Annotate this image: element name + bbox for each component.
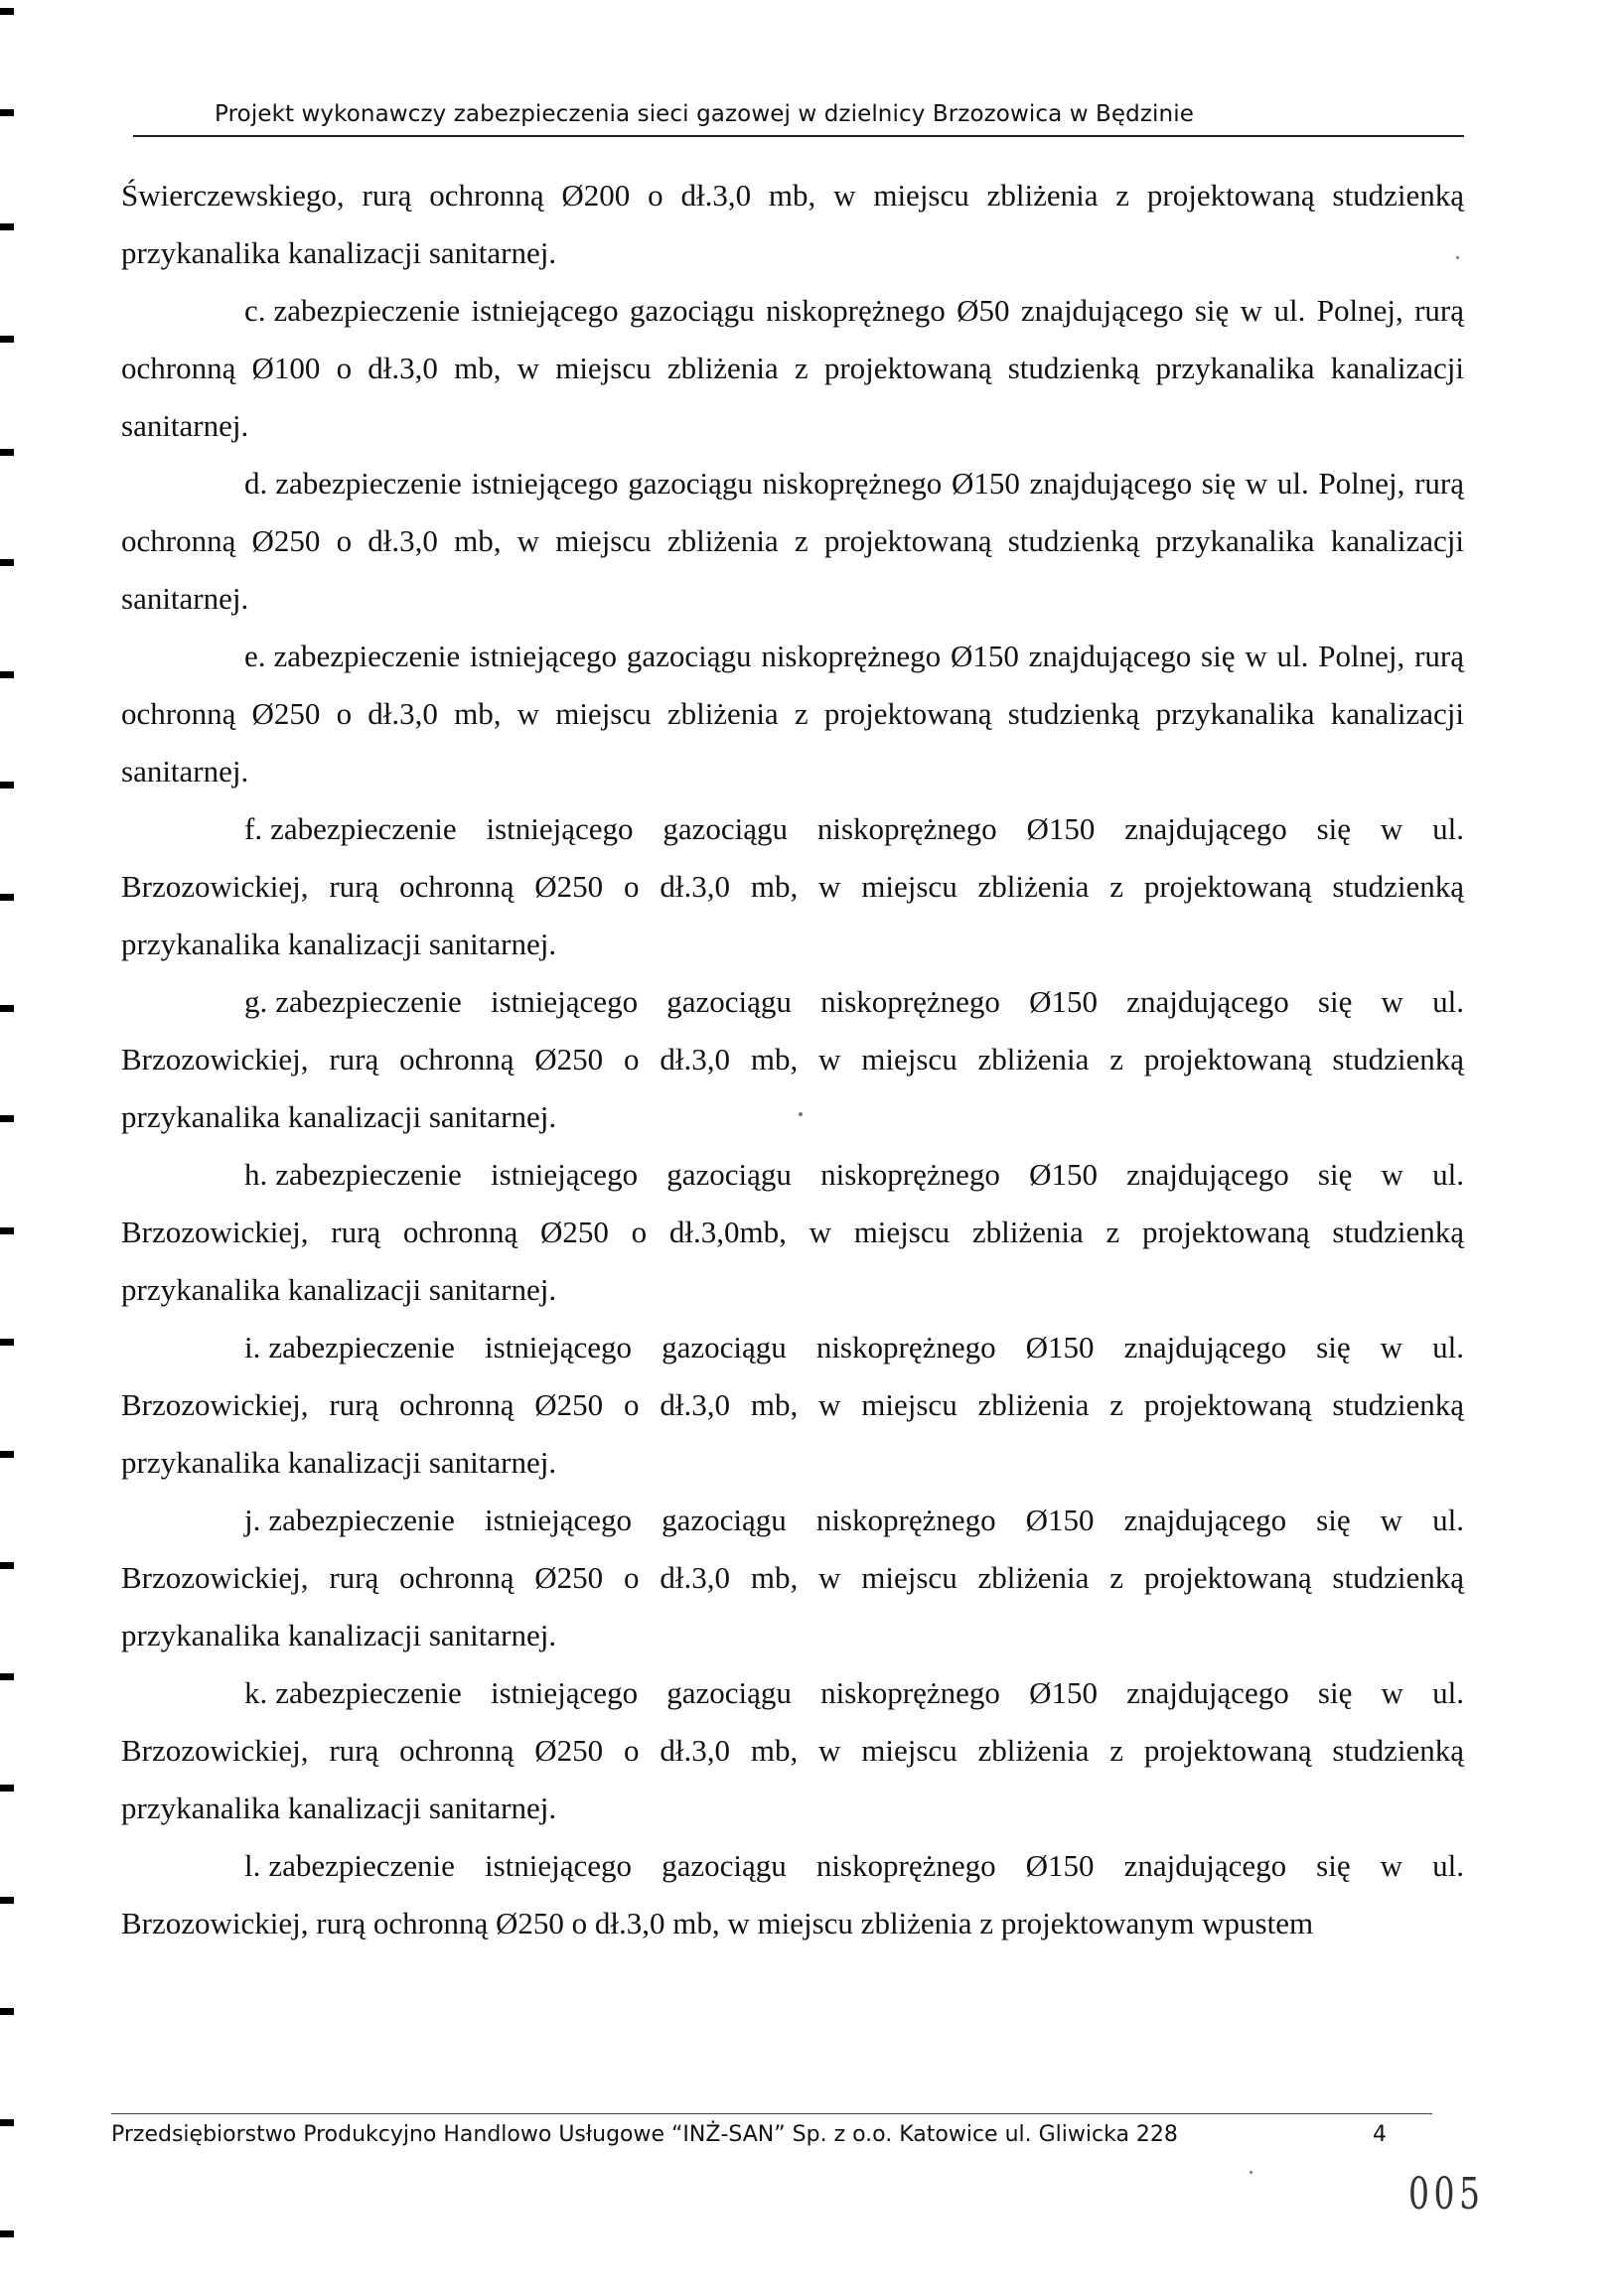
list-item-l [121,1837,1464,1952]
page-number: 4 [1373,2122,1387,2147]
list-item-c [121,282,1464,455]
binding-tick [0,894,14,901]
list-item-text: zabezpieczenie istniejącego gazociągu niskoprężnego Ø150 znajdującego się w ul. Brzozowickiej, rurą ochronną Ø250 o dł.3,0 mb, w miejscu zbliżenia z projektowaną studzienką przykanalika kanalizacji sanitarnej. [121,1503,1464,1652]
binding-tick [0,559,14,566]
binding-tick [0,1005,14,1012]
list-marker: h. [244,1157,268,1192]
header-title: Projekt wykonawczy zabezpieczenia sieci gazowej w dzielnicy Brzozowica w Będzinie [215,101,1194,127]
list-item-text: zabezpieczenie istniejącego gazociągu niskoprężnego Ø150 znajdującego się w ul. Polnej, rurą ochronną Ø250 o dł.3,0 mb, w miejscu zbliżenia z projektowaną studzienką przykanalika kanalizacji sanitarnej. [121,466,1464,616]
binding-tick [0,1673,14,1680]
scan-speck [1456,256,1459,259]
binding-tick [0,449,14,456]
list-marker: g. [244,984,268,1019]
binding-tick [0,1227,14,1234]
list-item-text: zabezpieczenie istniejącego gazociągu niskoprężnego Ø150 znajdującego się w ul. Brzozowickiej, rurą ochronną Ø250 o dł.3,0 mb, w miejscu zbliżenia z projektowanym wpustem [121,1848,1464,1940]
binding-tick [0,2008,14,2015]
list-item-g [121,973,1464,1146]
binding-tick [0,2230,14,2237]
binding-tick [0,671,14,678]
list-marker: j. [244,1503,261,1537]
list-item-text: zabezpieczenie istniejącego gazociągu niskoprężnego Ø150 znajdującego się w ul. Brzozowickiej, rurą ochronną Ø250 o dł.3,0 mb, w miejscu zbliżenia z projektowaną studzienką przykanalika kanalizacji sanitarnej. [121,1330,1464,1480]
scan-speck [799,1112,803,1116]
page-footer [111,2113,1432,2147]
list-item-text: zabezpieczenie istniejącego gazociągu niskoprężnego Ø150 znajdującego się w ul. Brzozowickiej, rurą ochronną Ø250 o dł.3,0mb, w miejscu zbliżenia z projektowaną studzienką przykanalika kanalizacji sanitarnej. [121,1157,1464,1307]
list-item-k [121,1664,1464,1837]
list-item-text: zabezpieczenie istniejącego gazociągu niskoprężnego Ø150 znajdującego się w ul. Brzozowickiej, rurą ochronną Ø250 o dł.3,0 mb, w miejscu zbliżenia z projektowaną studzienką przykanalika kanalizacji sanitarnej. [121,984,1464,1134]
list-item-text: zabezpieczenie istniejącego gazociągu niskoprężnego Ø150 znajdującego się w ul. Polnej, rurą ochronną Ø250 o dł.3,0 mb, w miejscu zbliżenia z projektowaną studzienką przykanalika kanalizacji sanitarnej. [121,639,1464,789]
list-item-j [121,1492,1464,1664]
list-item-h [121,1146,1464,1319]
list-item-e [121,628,1464,800]
binding-tick [0,1897,14,1904]
list-item-f [121,800,1464,973]
binding-tick [0,8,14,15]
list-marker: d. [244,466,268,501]
list-item-text: zabezpieczenie istniejącego gazociągu niskoprężnego Ø150 znajdującego się w ul. Brzozowickiej, rurą ochronną Ø250 o dł.3,0 mb, w miejscu zbliżenia z projektowaną studzienką przykanalika kanalizacji sanitarnej. [121,811,1464,961]
binding-tick [0,1451,14,1458]
list-marker: l. [244,1848,261,1883]
list-marker: i. [244,1330,261,1364]
archive-stamp-number: 005 [1408,2169,1485,2220]
running-header [133,101,1464,137]
binding-tick [0,336,14,343]
binding-tick [0,109,14,116]
binding-tick [0,2119,14,2126]
scan-speck [1250,2171,1252,2174]
list-item-text: zabezpieczenie istniejącego gazociągu niskoprężnego Ø150 znajdującego się w ul. Brzozowickiej, rurą ochronną Ø250 o dł.3,0 mb, w miejscu zbliżenia z projektowaną studzienką przykanalika kanalizacji sanitarnej. [121,1675,1464,1825]
list-marker: c. [244,293,266,328]
list-item-d [121,455,1464,628]
list-item-i [121,1319,1464,1492]
list-item-text: zabezpieczenie istniejącego gazociągu niskoprężnego Ø50 znajdującego się w ul. Polnej, rurą ochronną Ø100 o dł.3,0 mb, w miejscu zbliżenia z projektowaną studzienką przykanalika kanalizacji sanitarnej. [121,293,1464,443]
continued-paragraph: Świerczewskiego, rurą ochronną Ø200 o dł.3,0 mb, w miejscu zbliżenia z projektowaną studzienką przykanalika kanalizacji sanitarnej. [121,178,1464,270]
binding-tick [0,782,14,789]
binding-tick [0,1785,14,1792]
binding-tick [0,1562,14,1569]
binding-tick [0,1339,14,1346]
list-marker: e. [244,639,266,673]
footer-company: Przedsiębiorstwo Produkcyjno Handlowo Usługowe “INŻ-SAN” Sp. z o.o. Katowice ul. Gliwicka 228 [111,2122,1178,2147]
list-marker: f. [244,811,263,846]
list-marker: k. [244,1675,268,1710]
document-body [121,167,1464,1952]
binding-tick [0,223,14,230]
binding-tick [0,1115,14,1122]
